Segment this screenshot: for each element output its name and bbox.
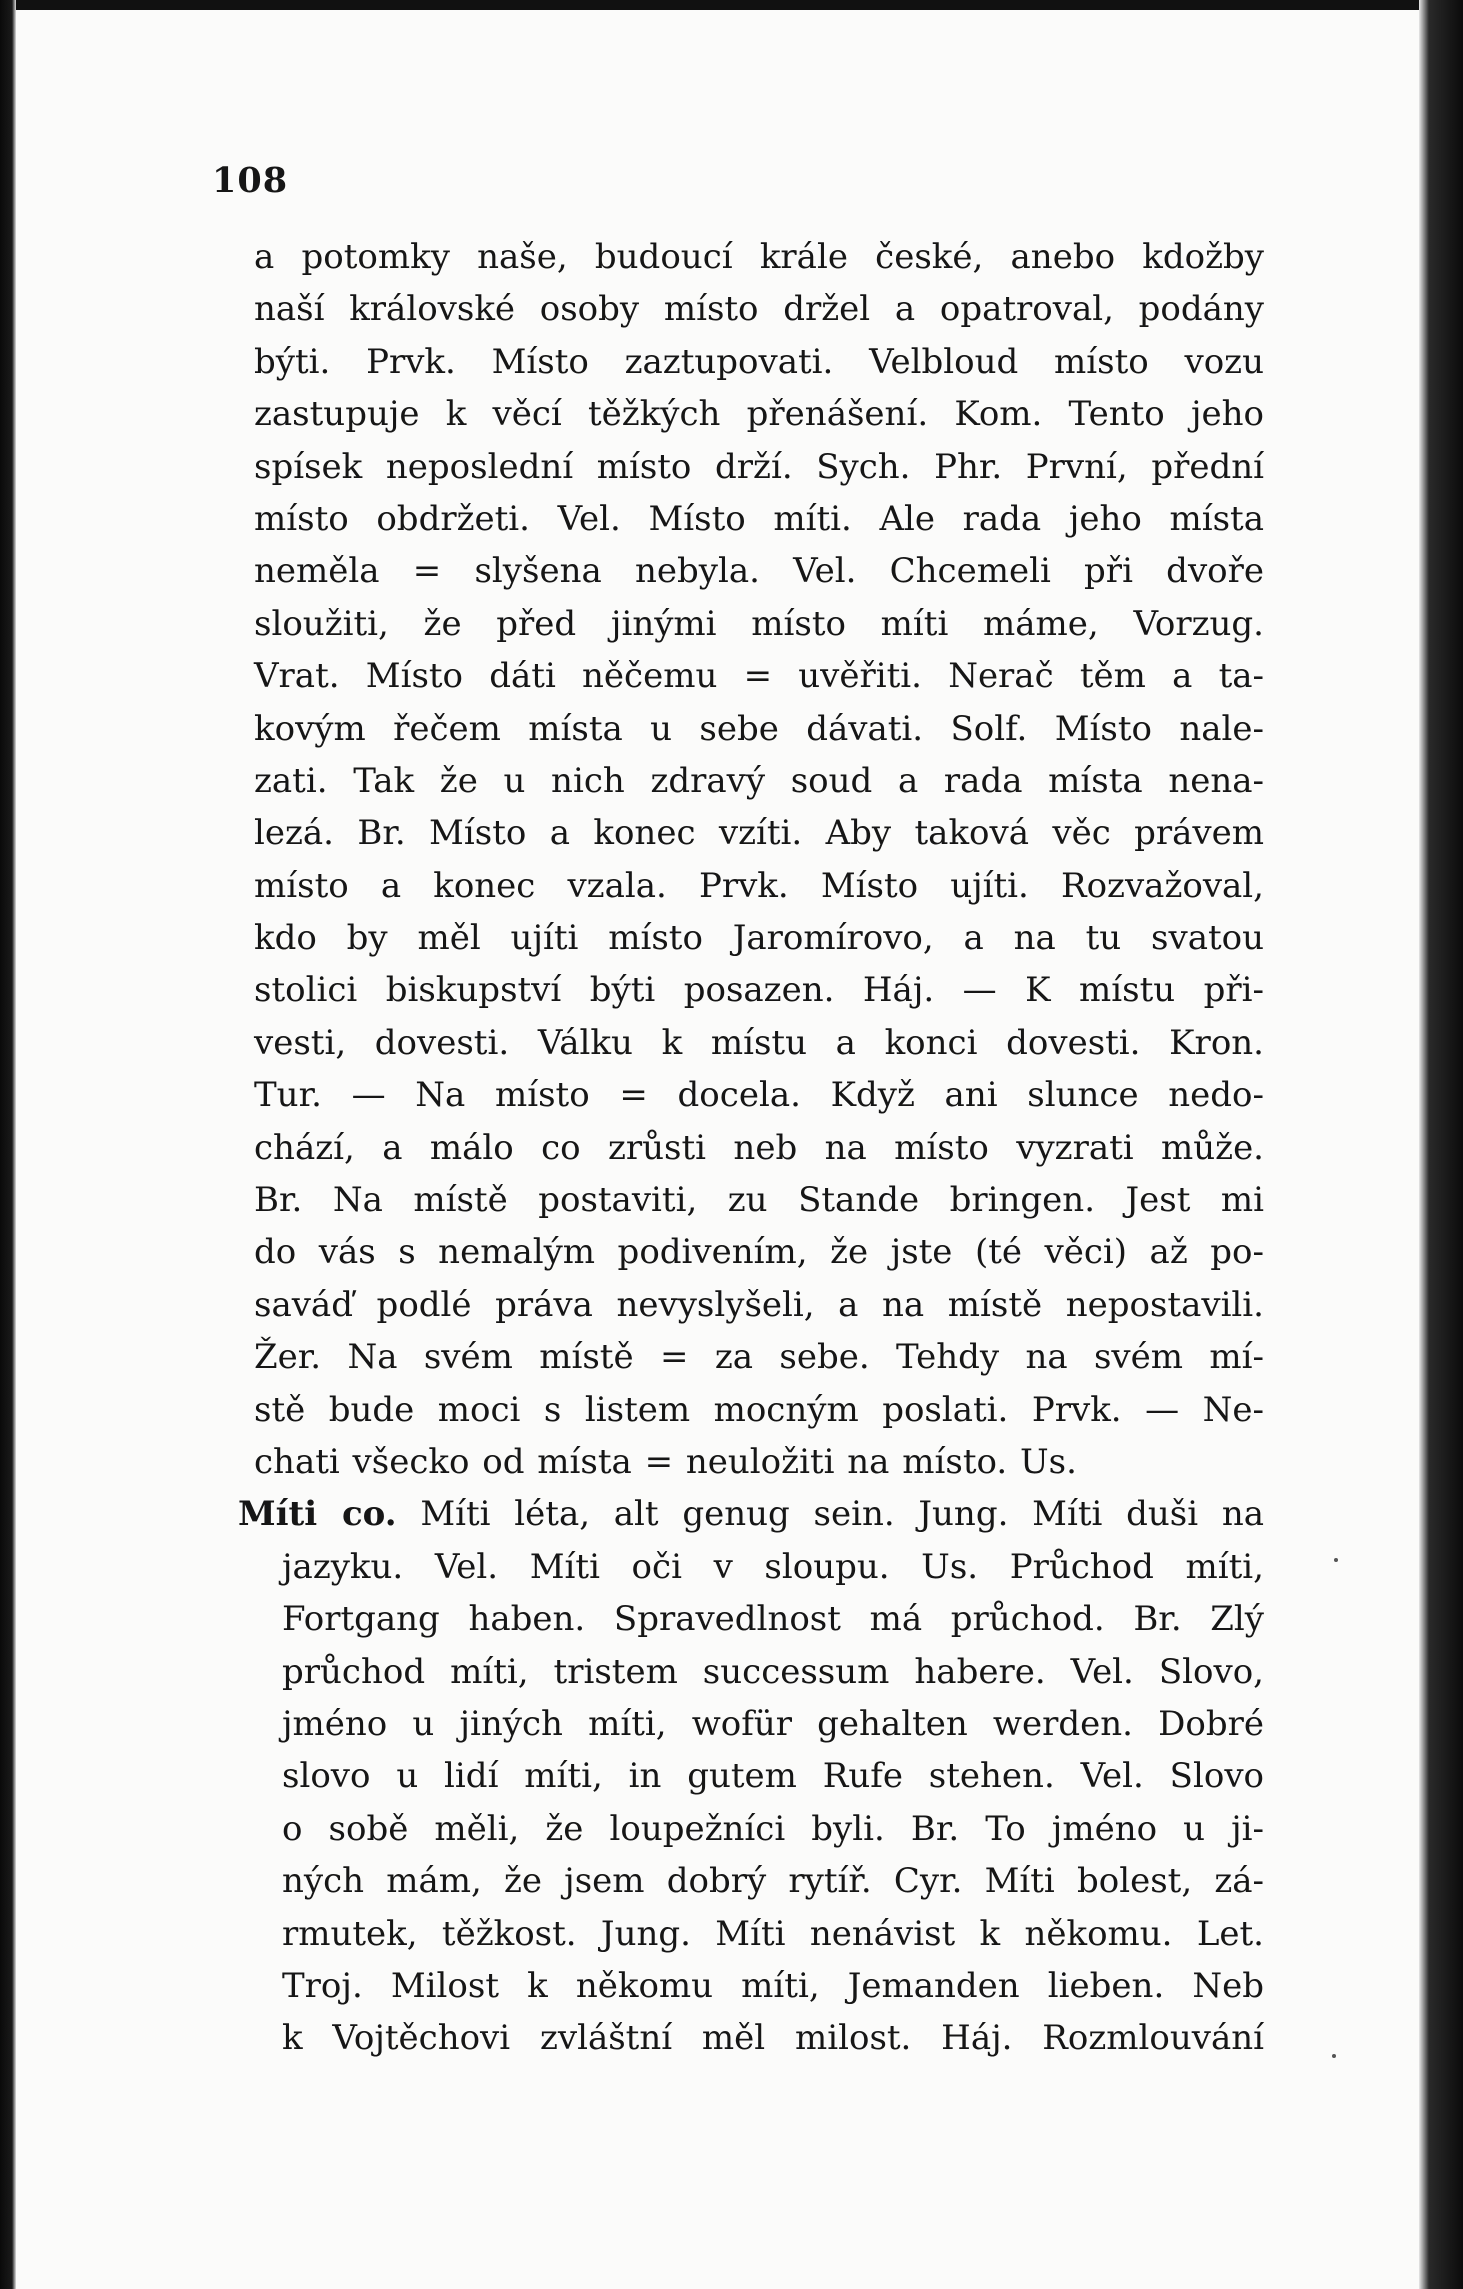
body-text (238, 231, 1265, 2065)
book-page (16, 10, 1419, 2289)
entry-line: slovo u lidí míti, in gutem Rufe stehen. Vel. Slovo (282, 1756, 1264, 1797)
text-line: zastupuje k věcí těžkých přenášení. Kom. Tento jeho (254, 394, 1264, 435)
text-line: Br. Na místě postaviti, zu Stande bringen. Jest mi (254, 1180, 1264, 1221)
text-line: do vás s nemalým podivením, že jste (té věci) až po- (254, 1232, 1264, 1273)
text-line: naší královské osoby místo držel a opatroval, podány (254, 289, 1264, 330)
entry-line: jazyku. Vel. Míti oči v sloupu. Us. Průchod míti, (282, 1546, 1264, 1587)
entry-first-line (238, 1488, 1264, 1540)
paper-speck (1334, 1558, 1338, 1562)
text-line: Vrat. Místo dáti něčemu = uvěřiti. Nerač těm a ta- (254, 656, 1264, 697)
entry-line: Fortgang haben. Spravedlnost má průchod. Br. Zlý (282, 1599, 1264, 1640)
scan-edge-left (0, 0, 16, 2289)
entry-line: rmutek, těžkost. Jung. Míti nenávist k někomu. Let. (282, 1913, 1264, 1954)
text-line: stolici biskupství býti posazen. Háj. — K místu při- (254, 970, 1264, 1011)
text-line: saváď podlé práva nevyslyšeli, a na místě nepostavili. (254, 1284, 1264, 1325)
text-line: Žer. Na svém místě = za sebe. Tehdy na svém mí- (254, 1337, 1264, 1378)
text-line: býti. Prvk. Místo zaztupovati. Velbloud místo vozu (254, 341, 1264, 382)
text-line: spísek neposlední místo drží. Sych. Phr. První, přední (254, 446, 1264, 487)
entry-line: ných mám, že jsem dobrý rytíř. Cyr. Míti bolest, zá- (282, 1861, 1264, 1902)
text-line: místo obdržeti. Vel. Místo míti. Ale rada jeho místa (254, 498, 1264, 539)
text-line: lezá. Br. Místo a konec vzíti. Aby taková věc právem (254, 813, 1264, 854)
text-line: stě bude moci s listem mocným poslati. Prvk. — Ne- (254, 1389, 1264, 1430)
entry-first-line-text: Míti léta, alt genug sein. Jung. Míti duši na (420, 1494, 1265, 1535)
text-line: sloužiti, že před jinými místo míti máme, Vorzug. (254, 603, 1264, 644)
text-line: chází, a málo co zrůsti neb na místo vyzrati může. (254, 1127, 1264, 1168)
text-line: chati všecko od místa = neuložiti na místo. Us. (254, 1441, 1077, 1482)
entry-line: průchod míti, tristem successum habere. Vel. Slovo, (282, 1651, 1264, 1692)
paper-speck (1332, 2054, 1336, 2058)
text-line: Tur. — Na místo = docela. Když ani slunce nedo- (254, 1075, 1264, 1116)
scan-edge-right (1419, 0, 1463, 2289)
page-number: 108 (212, 160, 289, 201)
entry-line: jméno u jiných míti, wofür gehalten werden. Dobré (282, 1703, 1264, 1744)
entry-headword: Míti co. (238, 1494, 397, 1535)
text-line: kovým řečem místa u sebe dávati. Solf. Místo nale- (254, 708, 1264, 749)
entry-line: k Vojtěchovi zvláštní měl milost. Háj. Rozmlouvání (282, 2018, 1264, 2059)
text-line: kdo by měl ujíti místo Jaromírovo, a na tu svatou (254, 918, 1264, 959)
text-line: místo a konec vzala. Prvk. Místo ujíti. Rozvažoval, (254, 865, 1264, 906)
text-line: vesti, dovesti. Válku k místu a konci dovesti. Kron. (254, 1022, 1264, 1063)
text-line: a potomky naše, budoucí krále české, anebo kdožby (254, 237, 1264, 277)
scan-edge-top (0, 0, 1463, 10)
entry-line: o sobě měli, že loupežníci byli. Br. To jméno u ji- (282, 1808, 1264, 1849)
text-line: zati. Tak že u nich zdravý soud a rada místa nena- (254, 760, 1264, 801)
entry-line: Troj. Milost k někomu míti, Jemanden lieben. Neb (282, 1965, 1264, 2006)
text-line: neměla = slyšena nebyla. Vel. Chcemeli při dvoře (254, 551, 1264, 592)
